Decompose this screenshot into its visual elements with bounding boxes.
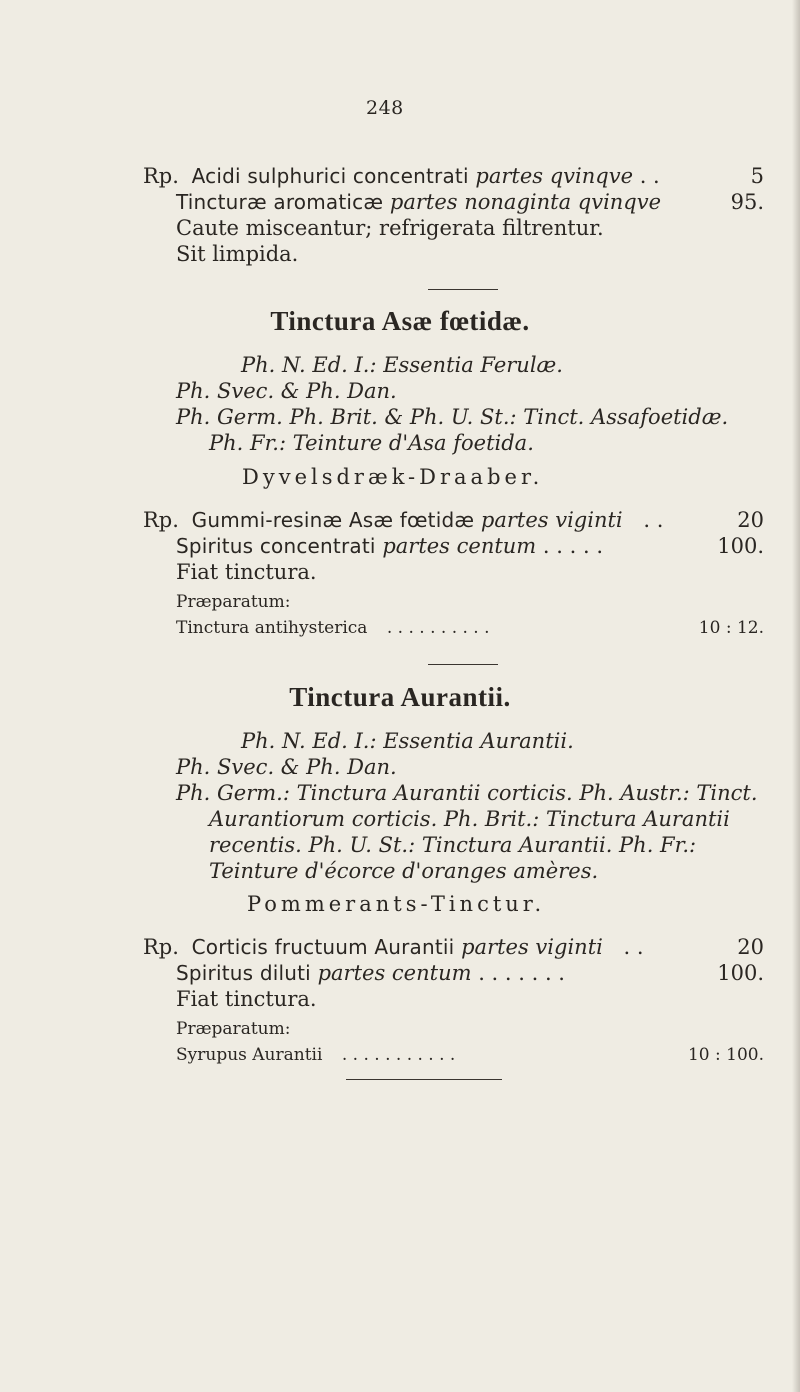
ingredient-quantity-text: partes viginti: [480, 508, 623, 532]
ingredient-quantity-text: partes centum: [317, 961, 472, 985]
preparation-label: Præparatum:: [176, 1019, 291, 1039]
instruction-text: Caute misceantur; refrigerata filtrentur.: [176, 216, 604, 240]
ingredient-quantity-text: partes nonaginta qvinqve: [389, 190, 662, 214]
page-number: 248: [366, 97, 404, 119]
ingredient-name: Spiritus diluti: [176, 961, 311, 985]
instruction-text: Sit limpida.: [176, 242, 299, 266]
rp-label: Rp.: [143, 164, 179, 188]
ingredient-name: Acidi sulphurici concentrati: [191, 164, 469, 188]
section-divider: [428, 289, 498, 290]
instruction-text: Fiat tinctura.: [176, 560, 317, 584]
section-divider: [428, 664, 498, 665]
vernacular-name: Pommerants-Tinctur.: [247, 892, 546, 916]
synonym-line: Ph. Svec. & Ph. Dan.: [176, 755, 397, 779]
leader-dots: . .: [623, 935, 644, 959]
preparation-ratio: 10 : 100.: [687, 1045, 764, 1065]
synonym-line: Ph. Germ. Ph. Brit. & Ph. U. St.: Tinct. Assafoetidæ.: [176, 405, 729, 429]
ingredient-value: 100.: [717, 961, 764, 985]
leader-dots: . . . . . . . . . . .: [341, 1045, 456, 1065]
preparation-name: Tinctura antihysterica: [176, 618, 368, 638]
ingredient-quantity-text: partes qvinqve: [475, 164, 634, 188]
synonym-line: Ph. Fr.: Teinture d'Asa foetida.: [209, 431, 534, 455]
rp-label: Rp.: [143, 935, 179, 959]
section-title: Tinctura Aurantii.: [289, 682, 511, 712]
synonym-line: Ph. Germ.: Tinctura Aurantii corticis. Ph. Austr.: Tinct.: [176, 781, 758, 805]
vernacular-name: Dyvelsdræk-Draaber.: [242, 465, 544, 489]
recipe-line: [176, 960, 565, 986]
synonym-line: Ph. N. Ed. I.: Essentia Aurantii.: [241, 729, 574, 753]
leader-dots: . .: [643, 508, 664, 532]
ingredient-quantity-text: partes centum: [382, 534, 537, 558]
ingredient-value: 20: [737, 508, 764, 532]
instruction-text: Fiat tinctura.: [176, 987, 317, 1011]
ingredient-quantity-text: partes viginti: [461, 935, 603, 959]
leader-dots: . . . . . . .: [478, 961, 565, 985]
section-title: Tinctura Asæ fœtidæ.: [270, 306, 530, 336]
preparation-label: Præparatum:: [176, 592, 291, 612]
ingredient-name: Spiritus concentrati: [176, 534, 376, 558]
leader-dots: . . . . .: [542, 534, 603, 558]
recipe-line: [143, 934, 644, 960]
section-divider: [346, 1079, 502, 1080]
synonym-line: Ph. N. Ed. I.: Essentia Ferulæ.: [241, 353, 563, 377]
ingredient-name: Tincturæ aromaticæ: [176, 190, 384, 214]
rp-label: Rp.: [143, 508, 179, 532]
synonym-line: recentis. Ph. U. St.: Tinctura Aurantii. Ph. Fr.:: [209, 833, 697, 857]
ingredient-value: 100.: [717, 534, 764, 558]
ingredient-name: Corticis fructuum Aurantii: [191, 935, 455, 959]
recipe-line: [143, 163, 660, 189]
ingredient-value: 95.: [730, 190, 764, 214]
synonym-line: Ph. Svec. & Ph. Dan.: [176, 379, 397, 403]
preparation-ratio: 10 : 12.: [698, 618, 764, 638]
synonym-line: Aurantiorum corticis. Ph. Brit.: Tinctura Aurantii: [209, 807, 730, 831]
ingredient-value: 20: [737, 935, 764, 959]
ingredient-value: 5: [750, 164, 764, 188]
recipe-line: [176, 189, 661, 215]
recipe-line: [176, 533, 603, 559]
preparation-line: [176, 615, 490, 641]
leader-dots: . .: [639, 164, 660, 188]
leader-dots: . . . . . . . . . .: [386, 618, 490, 638]
synonym-line: Teinture d'écorce d'oranges amères.: [209, 859, 599, 883]
recipe-line: [143, 507, 663, 533]
preparation-line: [176, 1042, 455, 1068]
ingredient-name: Gummi-resinæ Asæ fœtidæ: [191, 508, 475, 532]
preparation-name: Syrupus Aurantii: [176, 1045, 323, 1065]
